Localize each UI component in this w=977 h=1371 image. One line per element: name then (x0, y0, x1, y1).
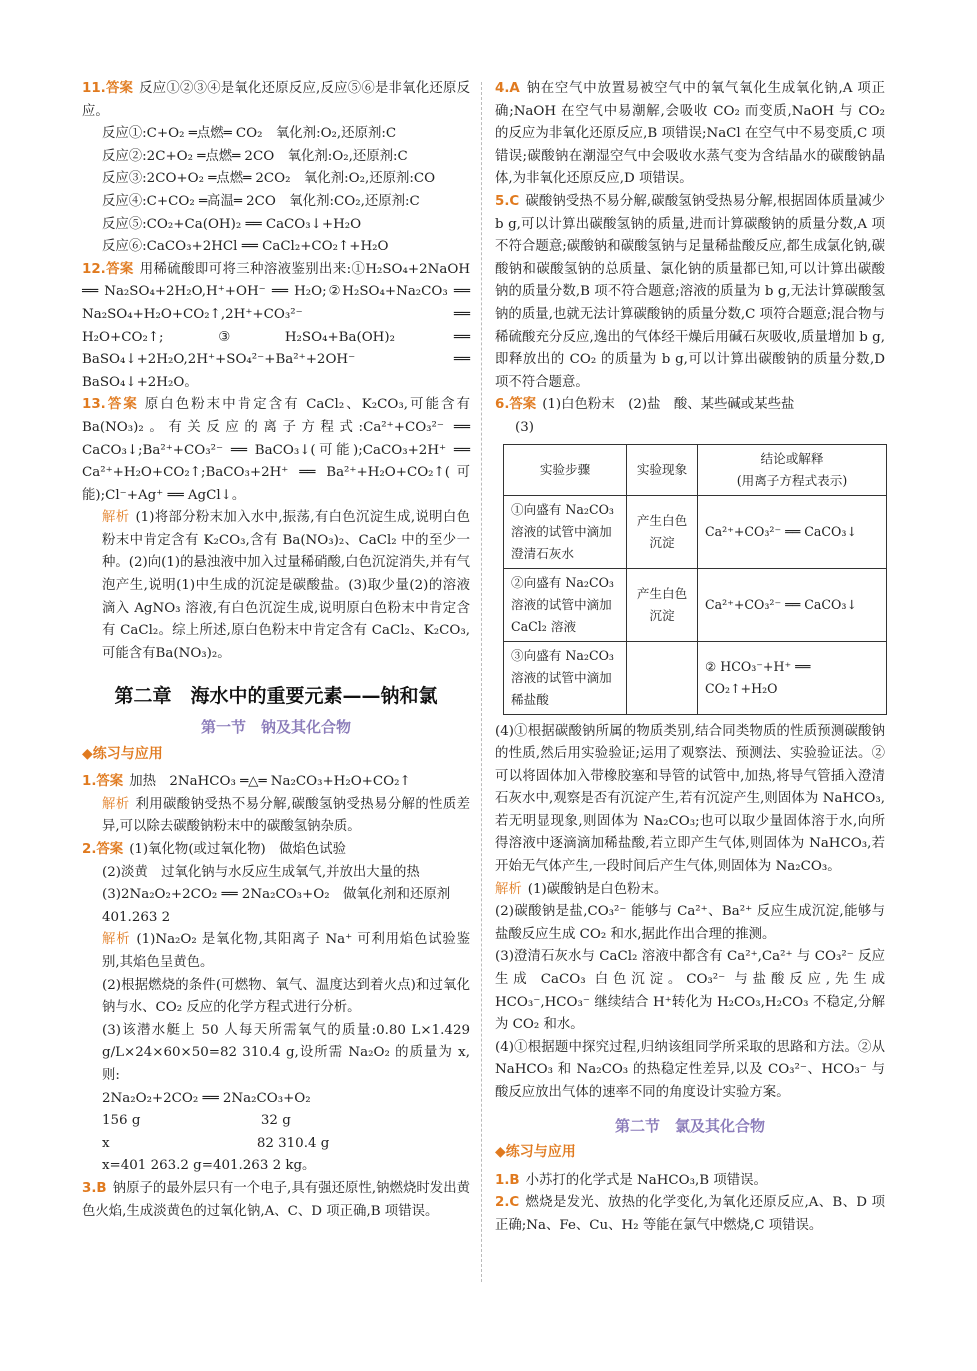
answer-2-line: (2)淡黄 过氧化钠与水反应生成氧气,并放出大量的热 (102, 864, 420, 880)
answer-11 (82, 78, 470, 123)
answer-1 (82, 771, 470, 794)
answer-b1 (495, 1170, 885, 1193)
answer-6-part4: (4)①根据碳酸钠所属的物质类别,结合同类物质的性质预测碳酸钠的性质,然后用实验验证;运用了观察法、预测法、实验验证法。②可以将固体加入带橡胶塞和导管的试管中,加热,将导气管插入澄清石灰水中,观察是否有沉淀产生,若有沉淀产生,则固体为 NaHCO₃,若无明显现象,则固体为 Na₂CO₃;也可以取少量固体溶于水,向所得溶液中逐滴滴加稀盐酸,若立即产生气体,则固体为 NaHCO₃,若开始无气体产生,一段时间后产生气体,则固体为 Na₂CO₃。 (495, 723, 885, 875)
explanation-13 (82, 507, 470, 665)
answer-label: 4.A (495, 81, 520, 96)
answer-label: 2.答案 (82, 842, 124, 857)
answer-label: 6.答案 (495, 397, 537, 413)
equation-2: 反应②:2C+O₂ ═点燃═ 2CO 氧化剂:O₂,还原剂:C (102, 148, 408, 164)
table-cell: ③向盛有 Na₂CO₃ 溶液的试管中滴加稀盐酸 (504, 641, 627, 714)
explanation-2-line: x=401 263.2 g=401.263 2 kg。 (102, 1158, 316, 1174)
table-cell: ② HCO₃⁻+H⁺ ══ CO₂↑+H₂O (698, 641, 887, 714)
answer-2-line: 401.263 2 (102, 909, 171, 925)
equation-5: 反应⑤:CO₂+Ca(OH)₂ ══ CaCO₃↓+H₂O (102, 216, 362, 232)
table-header: 实验现象 (627, 444, 698, 495)
equation-6: 反应⑥:CaCO₃+2HCl ══ CaCl₂+CO₂↑+H₂O (102, 239, 389, 255)
explanation-2-line: (2)根据燃烧的条件(可燃物、氧气、温度达到着火点)和过氧化钠与水、CO₂ 反应的化学方程式进行分析。 (102, 977, 470, 1016)
explanation-6-line: (3)澄清石灰水与 CaCl₂ 溶液中都含有 Ca²⁺,Ca²⁺ 与 CO₃²⁻ 反应生成 CaCO₃ 白色沉淀。CO₃²⁻ 与盐酸反应,先生成 HCO₃⁻,HCO₃⁻ 继续结合 H⁺转化为 H₂CO₃,H₂CO₃ 不稳定,分解为 CO₂ 和水。 (495, 949, 885, 1033)
section-title: 第一节 钠及其化合物 (200, 718, 351, 737)
answer-text: (1)氧化物(或过氧化物) 做焰色试验 (129, 842, 347, 857)
chapter-title: 第二章 海水中的重要元素——钠和氯 (114, 685, 438, 708)
table-cell: Ca²⁺+CO₃²⁻ ══ CaCO₃↓ (698, 495, 887, 568)
explanation-text: (1)Na₂O₂ 是氧化物,其阳离子 Na⁺ 可利用焰色试验鉴别,其焰色呈黄色。 (102, 932, 470, 970)
answer-2 (82, 839, 470, 862)
section-title: 第二节 氯及其化合物 (614, 1116, 765, 1135)
answer-label: 12.答案 (82, 261, 134, 277)
explanation-2-line: (3)该潜水艇上 50 人每天所需氧气的质量:0.80 L×1.429 g/L×24×60×50=82 310.4 g,设所需 Na₂O₂ 的质量为 x,则: (102, 1022, 470, 1083)
answer-text: 加热 2NaHCO₃ ═△═ Na₂CO₃+H₂O+CO₂↑ (129, 774, 411, 790)
experiment-table (503, 444, 887, 715)
table-row (504, 641, 887, 714)
answer-text: 原白色粉末中肯定含有 CaCl₂、K₂CO₃,可能含有 Ba(NO₃)₂。有关反应的离子方程式:Ca²⁺+CO₃²⁻ ══ CaCO₃↓;Ba²⁺+CO₃²⁻ ══ BaCO₃↓(可能);CaCO₃+2H⁺ ══ Ca²⁺+H₂O+CO₂↑;BaCO₃+2H⁺ ══ Ba²⁺+H₂O+CO₂↑(可能);Cl⁻+Ag⁺ ══ AgCl↓。 (82, 397, 470, 503)
explanation-label: 解析 (102, 932, 131, 948)
explanation-text: (1)将部分粉末加入水中,振荡,有白色沉淀生成,说明白色粉末中肯定含有 K₂CO₃,含有 Ba(NO₃)₂、CaCl₂ 中的至少一种。(2)向(1)的悬浊液中加入过量稀硝酸,白色沉淀消失,并有气泡产生,说明(1)中生成的沉淀是碳酸盐。(3)取少量(2)的溶液滴入 AgNO₃ 溶液,有白色沉淀生成,说明原白色粉末中肯定含有 CaCl₂。综上所述,原白色粉末中肯定含有 CaCl₂、K₂CO₃,可能含有Ba(NO₃)₂。 (102, 510, 471, 661)
answer-text: 用稀硫酸即可将三种溶液鉴别出来:①H₂SO₄+2NaOH ══ Na₂SO₄+2H₂O,H⁺+OH⁻ ══ H₂O;②H₂SO₄+Na₂CO₃ ══ Na₂SO₄+H₂O+CO₂↑,2H⁺+CO₃²⁻ ══ H₂O+CO₂↑;③H₂SO₄+Ba(OH)₂ ══ BaSO₄↓+2H₂O,2H⁺+SO₄²⁻+Ba²⁺+2OH⁻ ══ BaSO₄↓+2H₂O。 (82, 261, 470, 390)
answer-text: 钠原子的最外层只有一个电子,具有强还原性,钠燃烧时发出黄色火焰,生成淡黄色的过氧化钠,A、C、D 项正确,B 项错误。 (82, 1180, 470, 1219)
answer-6-sub: (3) (515, 419, 534, 435)
answer-text: 燃烧是发光、放热的化学变化,为氧化还原反应,A、B、D 项正确;Na、Fe、Cu、H₂ 等能在氯气中燃烧,C 项错误。 (495, 1195, 885, 1233)
table-cell: ①向盛有 Na₂CO₃ 溶液的试管中滴加澄清石灰水 (504, 495, 627, 568)
table-cell: Ca²⁺+CO₃²⁻ ══ CaCO₃↓ (698, 568, 887, 641)
practice-heading: ◆练习与应用 (495, 1144, 576, 1161)
answer-label: 13.答案 (82, 397, 139, 413)
explanation-1 (82, 794, 470, 839)
answer-label: 2.C (495, 1195, 520, 1211)
right-column (495, 78, 885, 1238)
explanation-2-line: x 82 310.4 g (102, 1135, 330, 1151)
equation-4: 反应④:C+CO₂ ═高温═ 2CO 氧化剂:CO₂,还原剂:C (102, 193, 420, 209)
explanation-label: 解析 (102, 510, 130, 526)
table-header: 实验步骤 (504, 444, 627, 495)
table-row (504, 568, 887, 641)
explanation-text: 利用碳酸钠受热不易分解,碳酸氢钠受热易分解的性质差异,可以除去碳酸钠粉末中的碳酸氢钠杂质。 (102, 796, 471, 835)
answer-text: (1)白色粉末 (2)盐 酸、某些碱或某些盐 (542, 397, 795, 413)
explanation-6-line: (2)碳酸钠是盐,CO₃²⁻ 能够与 Ca²⁺、Ba²⁺ 反应生成沉淀,能够与盐酸反应生成 CO₂ 和水,据此作出合理的推测。 (495, 904, 885, 942)
explanation-label: 解析 (102, 796, 130, 812)
answer-label: 1.B (495, 1172, 520, 1188)
answer-text: 反应①②③④是氧化还原反应,反应⑤⑥是非氧化还原反应。 (82, 81, 470, 119)
answer-5 (495, 191, 885, 394)
left-column (82, 78, 470, 1223)
table-cell: ②向盛有 Na₂CO₃ 溶液的试管中滴加 CaCl₂ 溶液 (504, 568, 627, 641)
column-divider (481, 82, 482, 1282)
table-header: 结论或解释 (用离子方程式表示) (698, 444, 887, 495)
answer-12 (82, 259, 470, 395)
answer-2-line: (3)2Na₂O₂+2CO₂ ══ 2Na₂CO₃+O₂ 做氧化剂和还原剂 (102, 887, 451, 903)
answer-label: 3.B (82, 1180, 107, 1196)
answer-4 (495, 78, 885, 191)
explanation-6-line: (4)①根据题中探究过程,归纳该组同学所采取的思路和方法。②从 NaHCO₃ 和 Na₂CO₃ 的热稳定性差异,以及 CO₃²⁻、HCO₃⁻ 与酸反应放出气体的速率不同的角度设计实验方案。 (495, 1039, 885, 1100)
answer-3 (82, 1178, 470, 1223)
explanation-label: 解析 (495, 881, 522, 897)
answer-13 (82, 394, 470, 507)
answer-label: 5.C (495, 193, 520, 209)
table-cell (627, 641, 698, 714)
table-header-row (504, 444, 887, 495)
answer-text: 碳酸钠受热不易分解,碳酸氢钠受热易分解,根据固体质量减少 b g,可以计算出碳酸氢钠的质量,进而计算碳酸钠的质量分数,A 项不符合题意;碳酸钠和碳酸氢钠与足量稀盐酸反应,都生成氯化钠,碳酸钠和碳酸氢钠的总质量、氯化钠的质量都已知,可以计算出碳酸钠的质量分数,B 项不符合题意;溶液的质量为 b g,无法计算碳酸氢钠的质量,也就无法计算碳酸钠的质量分数,C 项符合题意;混合物与稀硫酸充分反应,逸出的气体经干燥后用碱石灰吸收,质量增加 b g,即释放出的 CO₂ 的质量为 b g,可以计算出碳酸钠的质量分数,D 项不符合题意。 (495, 193, 885, 390)
explanation-2 (82, 929, 470, 974)
table-cell: 产生白色沉淀 (627, 495, 698, 568)
explanation-2-line: 2Na₂O₂+2CO₂ ══ 2Na₂CO₃+O₂ (102, 1090, 311, 1106)
answer-6 (495, 394, 885, 417)
equation-3: 反应③:2CO+O₂ ═点燃═ 2CO₂ 氧化剂:O₂,还原剂:CO (102, 171, 436, 187)
answer-label: 1.答案 (82, 774, 124, 790)
explanation-2-line: 156 g 32 g (102, 1113, 291, 1129)
equation-1: 反应①:C+O₂ ═点燃═ CO₂ 氧化剂:O₂,还原剂:C (102, 126, 397, 142)
practice-heading: ◆练习与应用 (82, 745, 163, 762)
answer-text: 小苏打的化学式是 NaHCO₃,B 项错误。 (525, 1172, 767, 1188)
explanation-text: (1)碳酸钠是白色粉末。 (527, 881, 668, 897)
table-cell: 产生白色沉淀 (627, 568, 698, 641)
answer-text: 钠在空气中放置易被空气中的氧气氧化生成氧化钠,A 项正确;NaOH 在空气中易潮解,会吸收 CO₂ 而变质,NaOH 与 CO₂ 的反应为非氧化还原反应,B 项错误;NaCl 在空气中不易变质,C 项错误;碳酸钠在潮湿空气中会吸收水蒸气变为含结晶水的碳酸钠晶体,为非氧化还原反应,D 项错误。 (495, 81, 885, 187)
table-row (504, 495, 887, 568)
answer-label: 11.答案 (82, 81, 134, 96)
explanation-6 (495, 879, 885, 902)
answer-b2 (495, 1192, 885, 1237)
